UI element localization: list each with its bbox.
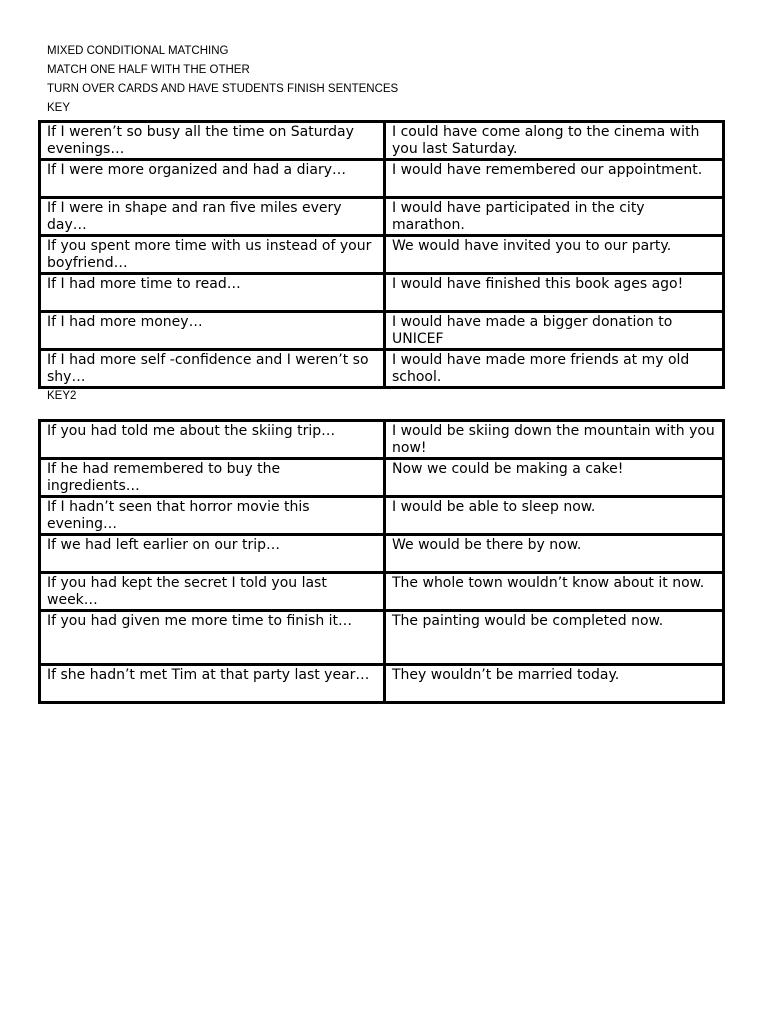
card-condition: If she hadn’t met Tim at that party last year… (40, 665, 385, 703)
card-result: I would have made a bigger donation to UNICEF (385, 312, 724, 350)
card-row (40, 236, 724, 274)
card-condition: If I weren’t so busy all the time on Saturday evenings… (40, 122, 385, 160)
card-row (40, 535, 724, 573)
card-result: We would have invited you to our party. (385, 236, 724, 274)
card-condition: If you had told me about the skiing trip… (40, 421, 385, 459)
card-row (40, 160, 724, 198)
card-row (40, 350, 724, 388)
card-result: I would have finished this book ages ago! (385, 274, 724, 312)
card-condition: If I hadn’t seen that horror movie this evening… (40, 497, 385, 535)
key1-card-table (38, 120, 725, 389)
card-row (40, 611, 724, 665)
card-result: I could have come along to the cinema with you last Saturday. (385, 122, 724, 160)
worksheet-title: MIXED CONDITIONAL MATCHING (47, 45, 229, 57)
instruction-turn-over: TURN OVER CARDS AND HAVE STUDENTS FINISH SENTENCES (47, 83, 399, 95)
key-label: KEY (47, 102, 71, 114)
card-condition: If I had more time to read… (40, 274, 385, 312)
card-condition: If you had kept the secret I told you last week… (40, 573, 385, 611)
card-condition: If I had more self -confidence and I weren’t so shy… (40, 350, 385, 388)
card-row (40, 421, 724, 459)
card-result: The painting would be completed now. (385, 611, 724, 665)
card-condition: If you spent more time with us instead of your boyfriend… (40, 236, 385, 274)
card-result: The whole town wouldn’t know about it now. (385, 573, 724, 611)
card-result: I would have participated in the city marathon. (385, 198, 724, 236)
card-row (40, 198, 724, 236)
key2-card-table (38, 419, 725, 704)
card-result: I would have made more friends at my old school. (385, 350, 724, 388)
card-row (40, 122, 724, 160)
card-condition: If we had left earlier on our trip… (40, 535, 385, 573)
card-result: I would be skiing down the mountain with you now! (385, 421, 724, 459)
key2-label: KEY2 (47, 390, 77, 402)
card-condition: If you had given me more time to finish it… (40, 611, 385, 665)
card-result: Now we could be making a cake! (385, 459, 724, 497)
card-row (40, 573, 724, 611)
card-condition: If I were more organized and had a diary… (40, 160, 385, 198)
card-row (40, 497, 724, 535)
card-result: I would be able to sleep now. (385, 497, 724, 535)
card-condition: If he had remembered to buy the ingredients… (40, 459, 385, 497)
card-condition: If I had more money… (40, 312, 385, 350)
instruction-match: MATCH ONE HALF WITH THE OTHER (47, 64, 250, 76)
card-row (40, 459, 724, 497)
card-row (40, 665, 724, 703)
card-result: We would be there by now. (385, 535, 724, 573)
card-row (40, 312, 724, 350)
card-result: I would have remembered our appointment. (385, 160, 724, 198)
card-row (40, 274, 724, 312)
card-condition: If I were in shape and ran five miles every day… (40, 198, 385, 236)
card-result: They wouldn’t be married today. (385, 665, 724, 703)
